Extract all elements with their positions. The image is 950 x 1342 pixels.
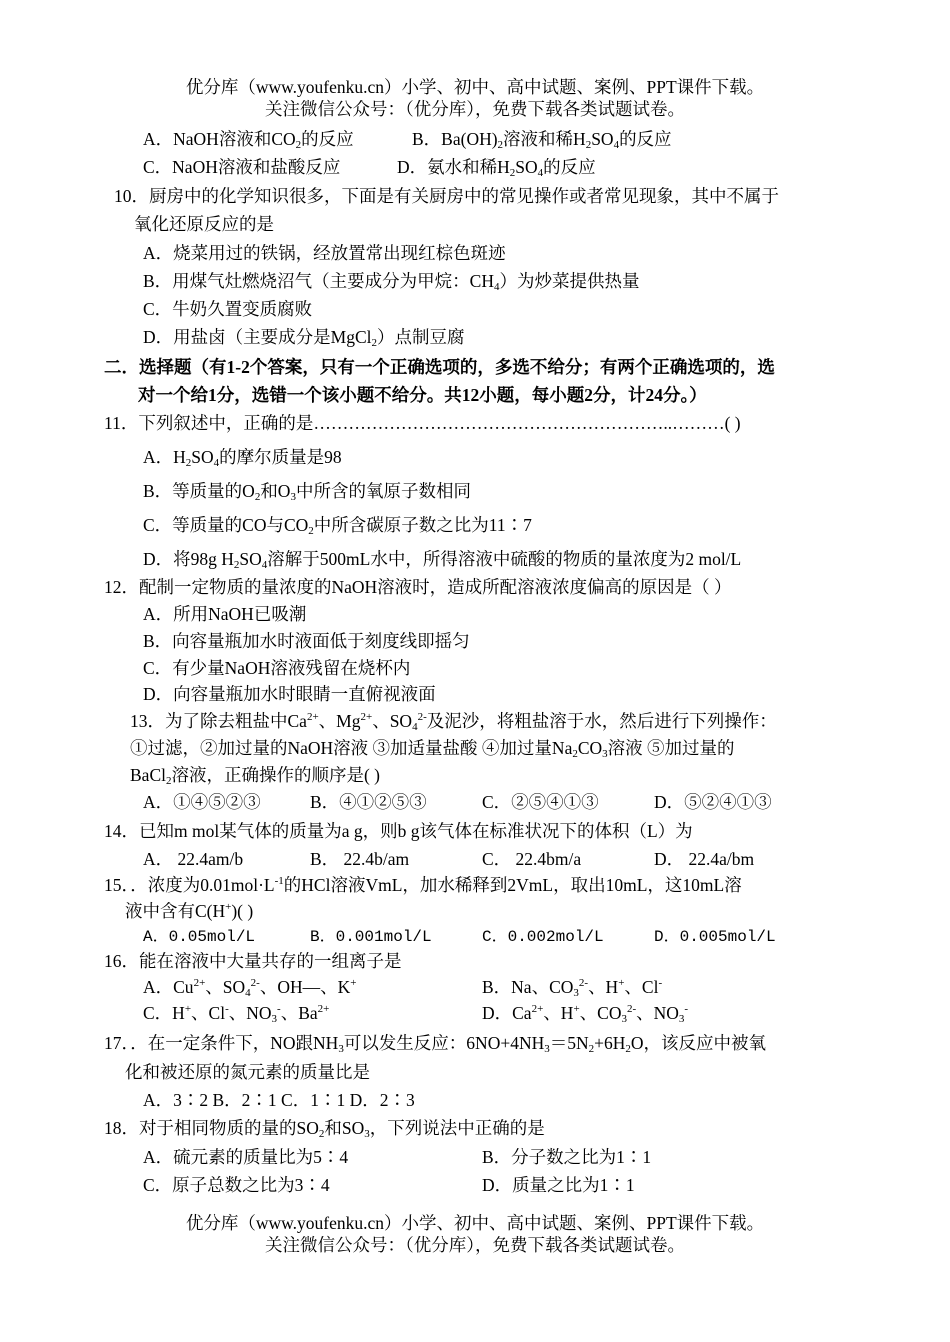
- q10-stem-line-2: 氧化还原反应的是: [134, 214, 274, 234]
- q17-stem-line-1: 17．．在一定条件下，NO跟$NH_3$可以发生反应：$6NO+4NH_3=5N_2+6H_2O$，该反应中被氧: [104, 1033, 767, 1055]
- q18-option-c: C．原子总数之比为3∶4: [143, 1175, 330, 1195]
- q13-option-c: C．②⑤④①③: [482, 792, 599, 812]
- q10-stem-line-1: 10．厨房中的化学知识很多，下面是有关厨房中的常见操作或者常见现象，其中不属于: [114, 186, 779, 206]
- q17-stem-line-2: 化和被还原的氮元素的质量比是: [125, 1062, 370, 1082]
- q13-stem-line-3: BaCl$_2$溶液，正确操作的顺序是( ): [130, 765, 381, 787]
- q10-option-d: D．用盐卤（主要成分是MgCl$_2$）点制豆腐: [143, 327, 465, 349]
- q9-option-d: D．氨水和稀$H_2SO_4$的反应: [397, 157, 596, 179]
- header-line-1: 优分库（www.youfenku.cn）小学、初中、高中试题、案例、PPT课件下载。: [185, 77, 765, 97]
- q15-stem-line-1: 15．．浓度为$0.01mol\cdot L^{-1}$的HCl溶液VmL，加水稀释到2VmL，取出10mL，这10mL溶: [104, 875, 742, 895]
- q13-stem-line-1: 13．为了除去粗盐中$Ca^{2+}$、$Mg^{2+}$、$SO_4^{2-}$及泥沙，将粗盐溶于水，然后进行下列操作：: [130, 711, 777, 733]
- q13-option-a: A．①④⑤②③: [143, 792, 261, 812]
- section-2-heading-line-1: 二．选择题（有1-2个答案，只有一个正确选项的，多选不给分；有两个正确选项的，选: [104, 357, 775, 377]
- q14-stem: 14．已知m mol某气体的质量为a g，则b g该气体在标准状况下的体积（L）为: [104, 821, 693, 841]
- q18-option-a: A．硫元素的质量比为5∶4: [143, 1147, 349, 1167]
- q12-stem: 12．配制一定物质的量浓度的NaOH溶液时，造成所配溶液浓度偏高的原因是（ ）: [104, 577, 732, 597]
- header-line-2: 关注微信公众号：（优分库），免费下载各类试题试卷。: [265, 99, 685, 119]
- q13-stem-line-2: ①过滤，②加过量的NaOH溶液 ③加适量盐酸 ④加过量$Na_2CO_3$溶液 ⑤加过量的: [130, 738, 735, 760]
- q10-option-c: C．牛奶久置变质腐败: [143, 299, 313, 319]
- q9-option-c: C．NaOH溶液和盐酸反应: [143, 157, 341, 177]
- q12-option-c: C．有少量NaOH溶液残留在烧杯内: [143, 658, 411, 678]
- q15-option-c: C．0.002mol/L: [482, 928, 604, 946]
- q11-option-a: A．$H_2SO_4$的摩尔质量是98: [143, 447, 342, 469]
- q14-option-a: A． 22.4am/b: [143, 849, 244, 869]
- q10-option-b: B．用煤气灶燃烧沼气（主要成分为甲烷：$CH_4$）为炒菜提供热量: [143, 271, 640, 293]
- q16-option-c: C．H+、Cl-、$NO_3^-$、$Ba^{2+}$: [143, 1003, 330, 1025]
- q13-option-d: D．⑤②④①③: [654, 792, 772, 812]
- q18-option-b: B．分子数之比为1∶1: [482, 1147, 652, 1167]
- q14-option-b: B． 22.4b/am: [310, 849, 410, 869]
- footer-line-1: 优分库（www.youfenku.cn）小学、初中、高中试题、案例、PPT课件下载。: [185, 1213, 765, 1233]
- q11-option-c: C．等质量的CO与$CO_2$中所含碳原子数之比为11∶7: [143, 515, 532, 537]
- q16-option-b: B．Na、$CO_3^{2-}$、H+、Cl-: [482, 977, 663, 999]
- q11-option-b: B．等质量的$O_2$和$O_3$中所含的氧原子数相同: [143, 481, 471, 503]
- q12-option-d: D．向容量瓶加水时眼睛一直俯视液面: [143, 684, 436, 704]
- q16-stem: 16．能在溶液中大量共存的一组离子是: [104, 951, 402, 971]
- q12-option-b: B．向容量瓶加水时液面低于刻度线即摇匀: [143, 631, 470, 651]
- q16-option-a: A．$Cu^{2+}$、$SO_4^{2-}$、OH—、K+: [143, 977, 357, 999]
- q14-option-d: D． 22.4a/bm: [654, 849, 755, 869]
- q12-option-a: A．所用NaOH已吸潮: [143, 604, 307, 624]
- q16-option-d: D．$Ca^{2+}$、H+、$CO_3^{2-}$、$NO_3^-$: [482, 1003, 689, 1025]
- q13-option-b: B．④①②⑤③: [310, 792, 427, 812]
- q15-option-a: A．0.05mol/L: [143, 928, 256, 946]
- q18-stem: 18．对于相同物质的量的$SO_2$和$SO_3$，下列说法中正确的是: [104, 1118, 545, 1140]
- q15-stem-line-2: 液中含有C(H+)( ): [125, 901, 254, 921]
- q9-option-b: B．$Ba(OH)_2$溶液和稀$H_2SO_4$的反应: [412, 129, 672, 151]
- q15-option-b: B．0.001mol/L: [310, 928, 432, 946]
- q17-options: A．3∶2 B．2∶1 C．1∶1 D．2∶3: [143, 1090, 415, 1110]
- q11-option-d: D．将98g $H_2SO_4$溶解于500mL水中，所得溶液中硫酸的物质的量浓度为2 mol/L: [143, 549, 742, 571]
- q10-option-a: A．烧菜用过的铁锅，经放置常出现红棕色斑迹: [143, 243, 506, 263]
- footer-line-2: 关注微信公众号：（优分库），免费下载各类试题试卷。: [265, 1235, 685, 1255]
- q9-option-a: A．NaOH溶液和$CO_2$的反应: [143, 129, 354, 151]
- q11-stem: 11．下列叙述中，正确的是……………………………………………………..………( ): [104, 413, 741, 433]
- section-2-heading-line-2: 对一个给1分，选错一个该小题不给分。共12小题，每小题2分，计24分。）: [138, 385, 707, 405]
- q15-option-d: D．0.005mol/L: [654, 928, 776, 946]
- q18-option-d: D．质量之比为1∶1: [482, 1175, 635, 1195]
- q14-option-c: C． 22.4bm/a: [482, 849, 582, 869]
